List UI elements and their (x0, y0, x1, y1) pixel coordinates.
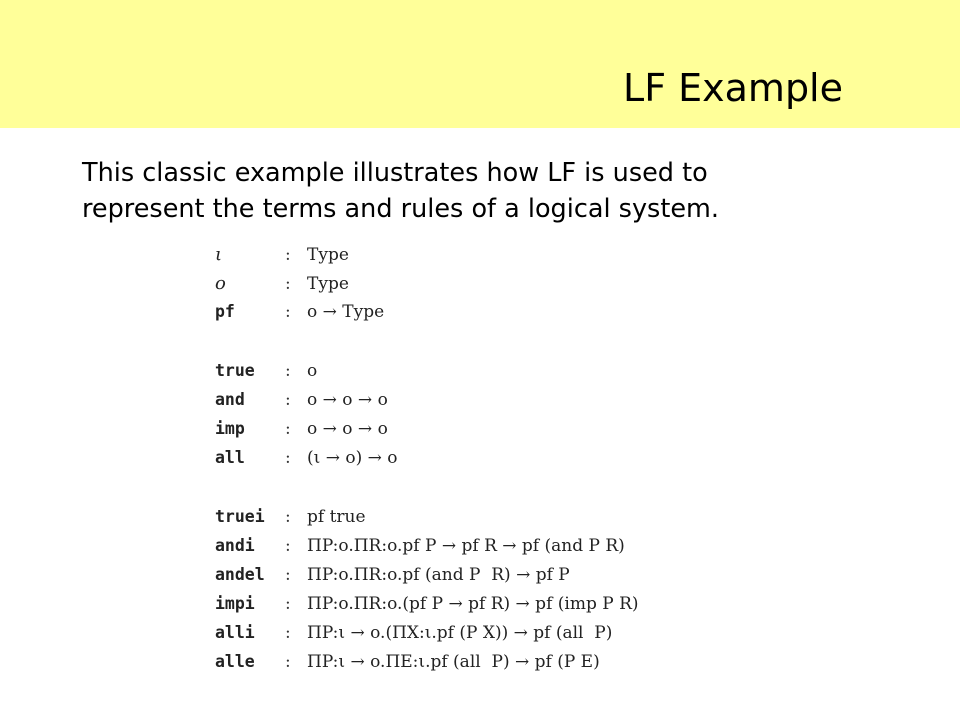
colon: : (285, 448, 291, 468)
signature-row (215, 594, 639, 622)
constant-type: ΠP:o.ΠR:o.pf (and P R) → pf P (307, 565, 570, 585)
colon: : (285, 361, 291, 381)
constant-name: pf (215, 302, 235, 321)
signature-row (215, 507, 366, 535)
constant-type: o (307, 361, 318, 381)
constant-name: true (215, 361, 255, 380)
constant-type: pf true (307, 507, 366, 527)
constant-type: o → o → o (307, 419, 388, 439)
signature-row (215, 565, 570, 593)
signature-row (215, 652, 600, 680)
constant-name: alli (215, 623, 255, 642)
signature-row (215, 273, 349, 301)
slide-title: LF Example (623, 66, 843, 110)
colon: : (285, 302, 291, 322)
constant-name: andi (215, 536, 255, 555)
colon: : (285, 507, 291, 527)
constant-name: andel (215, 565, 265, 584)
colon: : (285, 536, 291, 556)
colon: : (285, 565, 291, 585)
constant-name: truei (215, 507, 265, 526)
signature-row (215, 536, 625, 564)
constant-type: Type (307, 245, 349, 265)
signature-row (215, 623, 612, 651)
constant-type: (ι → o) → o (307, 448, 398, 468)
constant-name: alle (215, 652, 255, 671)
constant-type: Type (307, 274, 349, 294)
constant-name: and (215, 390, 245, 409)
constant-type: o → o → o (307, 390, 388, 410)
signature-row (215, 390, 388, 418)
signature-row (215, 448, 398, 476)
constant-name: imp (215, 419, 245, 438)
colon: : (285, 390, 291, 410)
signature-row (215, 244, 349, 272)
constant-type: ΠP:ι → o.ΠE:ι.pf (all P) → pf (P E) (307, 652, 600, 672)
constant-type: ΠP:o.ΠR:o.pf P → pf R → pf (and P R) (307, 536, 625, 556)
colon: : (285, 623, 291, 643)
constant-name: o (215, 273, 226, 294)
lf-signature-listing (215, 240, 775, 685)
constant-type: o → Type (307, 302, 385, 322)
signature-row (215, 419, 388, 447)
constant-name: ι (215, 244, 223, 265)
constant-name: all (215, 448, 245, 467)
colon: : (285, 245, 291, 265)
intro-paragraph: This classic example illustrates how LF is used to represent the terms and rules of a logical system. (82, 158, 719, 224)
constant-type: ΠP:ι → o.(ΠX:ι.pf (P X)) → pf (all P) (307, 623, 613, 643)
colon: : (285, 419, 291, 439)
colon: : (285, 594, 291, 614)
constant-name: impi (215, 594, 255, 613)
colon: : (285, 652, 291, 672)
signature-row (215, 361, 317, 389)
colon: : (285, 274, 291, 294)
signature-row (215, 302, 384, 330)
constant-type: ΠP:o.ΠR:o.(pf P → pf R) → pf (imp P R) (307, 594, 639, 614)
